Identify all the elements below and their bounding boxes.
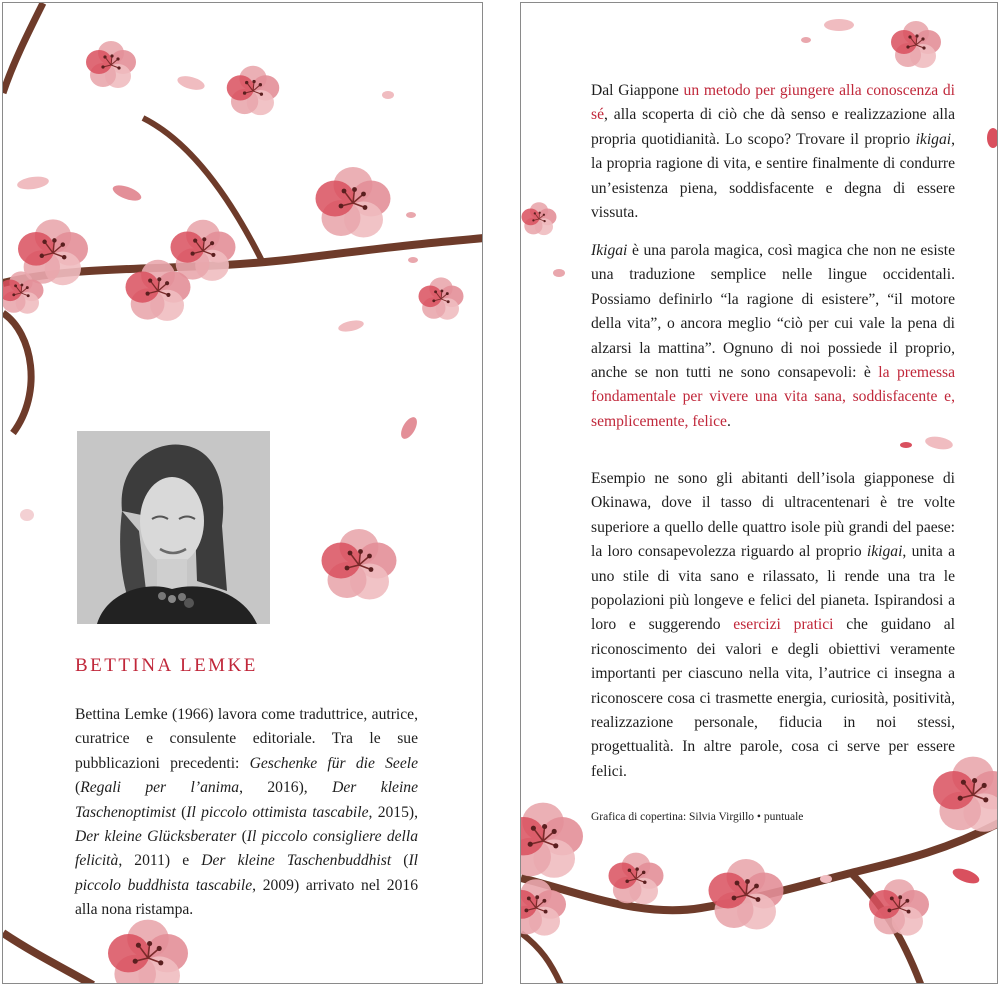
description-paragraph-3: Esempio ne sono gli abitanti dell’isola giapponese di Okinawa, dove il tasso di ultracentenari è tre volte superiore a quello delle quattro isole più grandi del paese: la loro consapevolezza riguardo al proprio ikigai, unita a uno stile di vita sano e rilassato, li rende una tra le popolazioni più longeve e felici del pianeta. Ispirandosi a loro e suggerendo esercizi pratici che guidano al riconoscimento dei valori e degli obiettivi veramente importanti per ciascuno nella vita, l’autrice ci insegna a riconoscere cosa ci trasmette energia, curiosità, positività, realizzazione personale, fiducia in noi stessi, progettualità. In altre parole, cosa ci serve per essere felici. <box>591 470 956 780</box>
back-flap-left <box>2 2 483 984</box>
center-gutter <box>483 0 520 988</box>
author-photo <box>77 431 270 624</box>
front-flap-right <box>520 2 998 984</box>
author-name: BETTINA LEMKE <box>75 655 258 676</box>
author-bio: Bettina Lemke (1966) lavora come traduttrice, autrice, curatrice e consulente editoriale. Tra le sue pubblicazioni precedenti: Geschenke für die Seele (Regali per l’anima, 2016), Der kleine Taschenoptimist (Il piccolo ottimista tascabile, 2015), Der kleine Glücksberater (Il piccolo consigliere della felicità, 2011) e Der kleine Taschenbuddhist (Il piccolo buddhista tascabile, 2009) arrivato nel 2016 alla nona ristampa. <box>75 706 419 919</box>
cover-credits: Grafica di copertina: Silvia Virgillo • puntuale <box>591 811 804 823</box>
description-paragraph-2: Ikigai è una parola magica, così magica che non ne esiste una traduzione semplice nelle lingue occidentali. Possiamo definirlo “la ragione di esistere”, “il motore della vita”, o ancora meglio “ciò per cui vale la pena di alzarsi la mattina”. Ognuno di noi possiede il proprio, anche se non tutti ne sono consapevoli: è la premessa fondamentale per vivere una vita sana, soddisfacente e, semplicemente, felice. <box>591 242 956 430</box>
description-paragraph-1: Dal Giappone un metodo per giungere alla conoscenza di sé, alla scoperta di ciò che dà senso e realizzazione alla propria quotidianità. Lo scopo? Trovare il proprio ikigai, la propria ragione di vita, e sentire finalmente di condurre un’esistenza piena, soddisfacente e degna di essere vissuta. <box>591 82 956 222</box>
